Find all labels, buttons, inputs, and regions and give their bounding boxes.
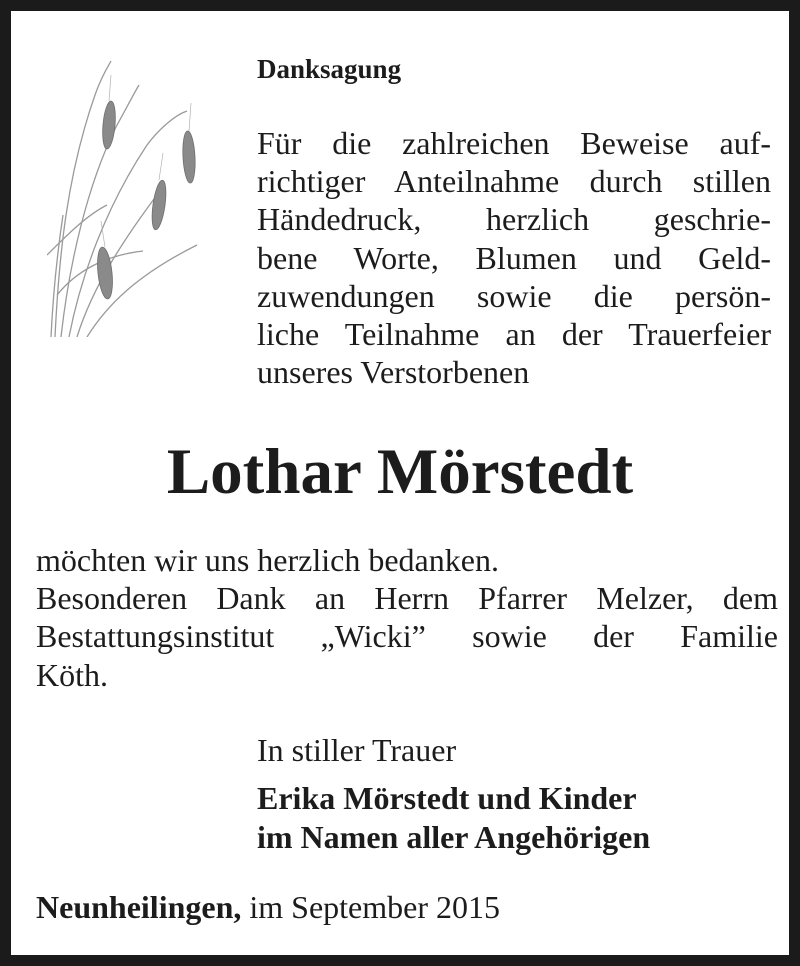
intro-line: Für die zahlreichen Beweise auf- [257,125,771,161]
thanks-line: Köth. [36,656,108,693]
place-date-line [36,888,500,926]
signer-line: im Namen aller Angehörigen [257,818,651,855]
mourning-line: In stiller Trauer [257,732,457,768]
thanks-paragraph [36,541,778,694]
intro-line: liche Teilnahme an der Trauerfeier [257,316,771,353]
signer-line: Erika Mörstedt und Kinder [257,780,637,816]
signers-block [257,779,650,856]
intro-paragraph [257,124,771,391]
intro-line: bene Worte, Blumen und Geld- [257,239,771,276]
thanks-line: Bestattungsinstitut „Wicki” sowie der Familie [36,618,778,655]
thanks-line: möchten wir uns herzlich bedanken. [36,542,499,578]
deceased-name: Lothar Mörstedt [166,436,634,508]
intro-line: Händedruck, herzlich geschrie- [257,201,771,238]
thanks-line: Besonderen Dank an Herrn Pfarrer Melzer, dem [36,580,778,617]
intro-line: unseres Verstorbenen [257,354,530,391]
heading: Danksagung [257,54,402,84]
place: Neunheilingen, [36,889,242,925]
wheat-illustration [47,55,217,337]
intro-line: richtiger Anteilnahme durch stillen [257,163,771,200]
intro-line: zuwendungen sowie die persön- [257,277,771,314]
date: im September 2015 [249,889,500,925]
